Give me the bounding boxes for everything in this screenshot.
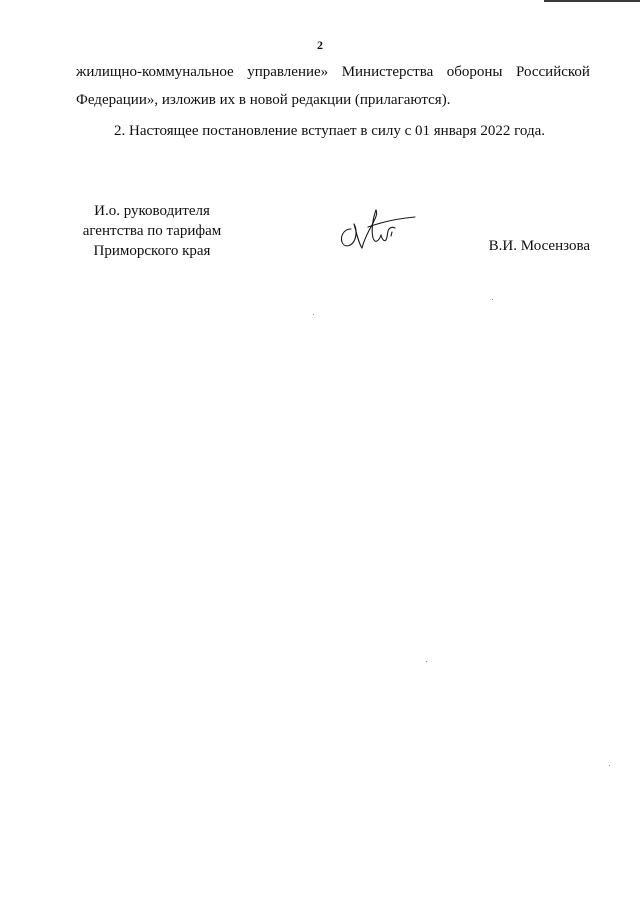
body-word: обороны — [446, 64, 503, 80]
body-text-line-1 — [76, 63, 590, 81]
signer-position-line-2: агентства по тарифам — [82, 223, 222, 239]
scan-speck — [313, 314, 314, 315]
signer-position-line-1: И.о. руководителя — [94, 203, 210, 219]
body-word: управление» — [247, 64, 329, 80]
scan-speck — [492, 299, 493, 300]
scan-speck — [609, 765, 610, 766]
page-number: 2 — [317, 38, 323, 52]
scan-speck — [426, 661, 427, 662]
signer-name: В.И. Мосензова — [488, 238, 590, 254]
signer-position-line-3: Приморского края — [93, 243, 211, 259]
body-word: жилищно-коммунальное — [76, 64, 234, 80]
top-edge-rule — [544, 0, 640, 2]
body-text-line-2: Федерации», изложив их в новой редакции (прилагаются). — [76, 92, 451, 108]
handwritten-signature — [335, 205, 419, 261]
body-word: Российской — [516, 64, 590, 80]
signer-position — [76, 201, 228, 261]
paragraph-2: 2. Настоящее постановление вступает в силу с 01 января 2022 года. — [114, 123, 546, 139]
body-word: Министерства — [341, 64, 434, 80]
